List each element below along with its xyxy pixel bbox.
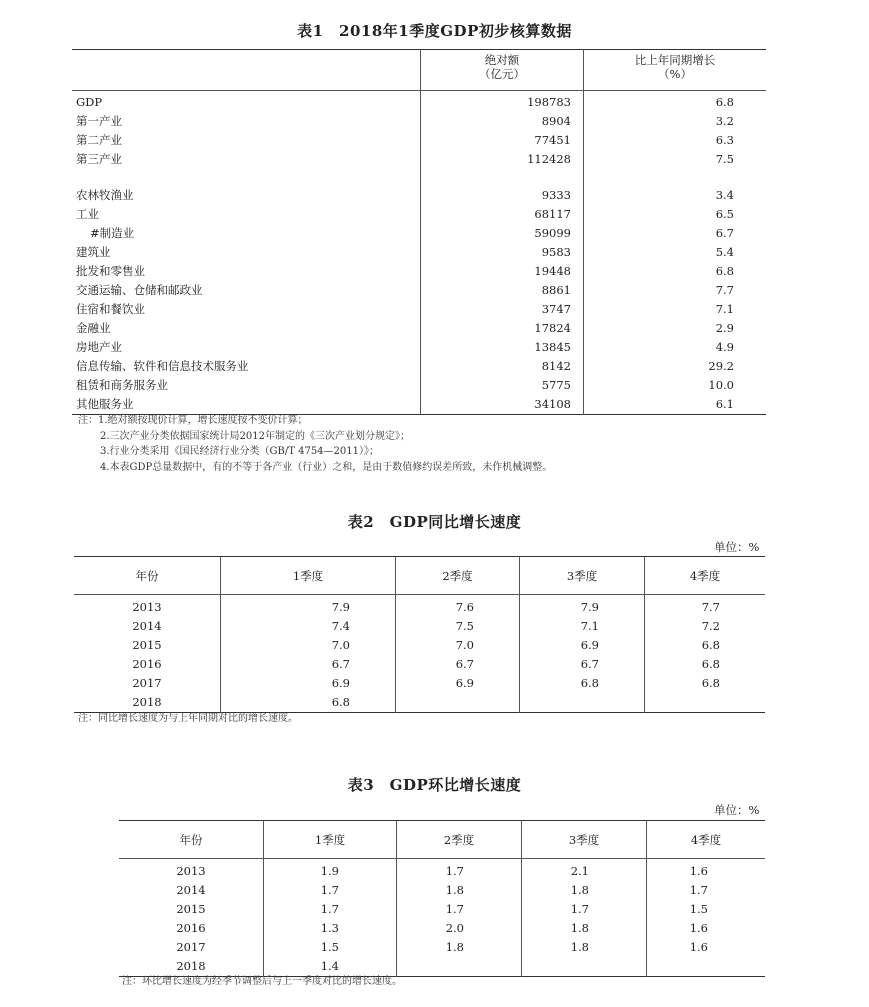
row-q4: 1.6	[647, 938, 766, 957]
row-q3: 7.9	[520, 595, 645, 618]
note-line: 注：1.绝对额按现价计算，增长速度按不变价计算；	[78, 415, 308, 426]
row-label: 金融业	[76, 321, 111, 335]
row-label: 其他服务业	[76, 397, 134, 411]
header-q4: 4季度	[647, 821, 766, 859]
row-q2	[397, 957, 522, 977]
row-q2: 7.6	[396, 595, 520, 618]
table-row	[74, 636, 765, 655]
row-q3: 6.7	[520, 655, 645, 674]
row-value: 8861	[421, 281, 584, 300]
row-q1: 1.5	[264, 938, 397, 957]
row-value: 34108	[421, 395, 584, 415]
row-label: 第二产业	[76, 133, 122, 147]
row-label: 信息传输、软件和信息技术服务业	[76, 359, 249, 373]
row-q1: 1.7	[264, 881, 397, 900]
table3-header-row	[119, 821, 765, 859]
row-q4	[647, 957, 766, 977]
row-value: 19448	[421, 262, 584, 281]
row-q4: 6.8	[645, 636, 766, 655]
header-label: 比上年同期增长	[634, 53, 716, 67]
row-value: 77451	[421, 131, 584, 150]
row-growth: 6.3	[584, 131, 767, 150]
row-year: 2016	[132, 657, 162, 671]
table3-title: 表3 GDP环比增长速度	[347, 776, 522, 794]
table-row	[72, 281, 766, 300]
row-q2: 7.5	[396, 617, 520, 636]
row-q1: 1.7	[264, 900, 397, 919]
table3-unit: 单位：%	[714, 803, 760, 817]
table-row	[74, 595, 765, 618]
row-q1: 6.9	[221, 674, 396, 693]
table1-header-growth	[584, 50, 767, 91]
table3-qoq-growth	[119, 820, 765, 977]
row-q4: 7.7	[645, 595, 766, 618]
table2-note: 注：同比增长速度为与上年同期对比的增长速度。	[78, 713, 298, 724]
note-line: 3.行业分类采用《国民经济行业分类（GB/T 4754—2011）》；	[100, 446, 379, 457]
table2-yoy-growth	[74, 556, 765, 713]
table-row	[72, 395, 766, 415]
header-q4: 4季度	[645, 557, 766, 595]
row-q4: 1.5	[647, 900, 766, 919]
row-q3: 1.8	[522, 919, 647, 938]
row-growth: 10.0	[584, 376, 767, 395]
table1-header-absolute	[421, 50, 584, 91]
row-q4: 7.2	[645, 617, 766, 636]
row-label: 交通运输、仓储和邮政业	[76, 283, 203, 297]
row-q3: 6.9	[520, 636, 645, 655]
table-row	[119, 859, 765, 882]
row-q4: 6.8	[645, 655, 766, 674]
note-line: 4.本表GDP总量数据中，有的不等于各产业（行业）之和，是由于数值修约误差所致，未作机械调整。	[100, 461, 553, 473]
row-growth: 6.7	[584, 224, 767, 243]
row-growth: 2.9	[584, 319, 767, 338]
row-growth: 4.9	[584, 338, 767, 357]
table-row	[119, 938, 765, 957]
table-row	[72, 376, 766, 395]
row-q1: 1.9	[264, 859, 397, 882]
row-value: 198783	[421, 91, 584, 113]
row-label: 租赁和商务服务业	[76, 378, 168, 392]
row-label: 建筑业	[76, 245, 111, 259]
row-q1: 6.7	[221, 655, 396, 674]
row-value: 9333	[421, 186, 584, 205]
header-q3: 3季度	[522, 821, 647, 859]
row-q4	[645, 693, 766, 713]
row-q1: 1.3	[264, 919, 397, 938]
row-growth: 3.4	[584, 186, 767, 205]
row-q2: 1.7	[397, 900, 522, 919]
row-label: 房地产业	[76, 340, 122, 354]
table-row	[74, 655, 765, 674]
row-q1: 7.9	[221, 595, 396, 618]
row-q4: 1.7	[647, 881, 766, 900]
row-q3: 1.8	[522, 938, 647, 957]
table-row	[72, 205, 766, 224]
row-q4: 1.6	[647, 859, 766, 882]
row-q3: 7.1	[520, 617, 645, 636]
row-value: 8904	[421, 112, 584, 131]
table-row	[74, 693, 765, 713]
header-year: 年份	[119, 821, 264, 859]
row-year: 2015	[132, 638, 162, 652]
row-value: 9583	[421, 243, 584, 262]
row-label: 工业	[76, 207, 99, 221]
table-row	[119, 881, 765, 900]
row-q3	[520, 693, 645, 713]
row-q3	[522, 957, 647, 977]
table2-unit: 单位：%	[714, 540, 760, 554]
row-label: #制造业	[90, 226, 135, 240]
table-row	[72, 300, 766, 319]
row-year: 2015	[176, 902, 206, 916]
table-row	[119, 900, 765, 919]
row-q2: 6.7	[396, 655, 520, 674]
header-label: 绝对额	[484, 53, 520, 67]
row-value: 13845	[421, 338, 584, 357]
row-year: 2018	[132, 695, 162, 709]
row-label: 农林牧渔业	[76, 188, 134, 202]
row-q2: 1.8	[397, 881, 522, 900]
row-growth: 3.2	[584, 112, 767, 131]
row-value: 8142	[421, 357, 584, 376]
header-q1: 1季度	[221, 557, 396, 595]
row-label: GDP	[76, 95, 103, 109]
table-row	[74, 617, 765, 636]
table-row	[72, 319, 766, 338]
header-q3: 3季度	[520, 557, 645, 595]
row-label: 批发和零售业	[76, 264, 145, 278]
table-row	[119, 919, 765, 938]
row-value: 68117	[421, 205, 584, 224]
table-row	[72, 112, 766, 131]
row-q3: 6.8	[520, 674, 645, 693]
row-value: 59099	[421, 224, 584, 243]
row-growth: 5.4	[584, 243, 767, 262]
table1-header-blank	[72, 50, 421, 91]
row-q3: 1.7	[522, 900, 647, 919]
row-q1: 7.4	[221, 617, 396, 636]
row-growth: 7.7	[584, 281, 767, 300]
row-q1: 6.8	[221, 693, 396, 713]
row-q4: 6.8	[645, 674, 766, 693]
table1-header-row	[72, 50, 766, 91]
table-row	[72, 262, 766, 281]
table2-header-row	[74, 557, 765, 595]
row-year: 2013	[132, 600, 162, 614]
table-spacer-row	[72, 169, 766, 186]
table1-title: 表1 2018年1季度GDP初步核算数据	[297, 22, 572, 40]
row-growth: 6.8	[584, 91, 767, 113]
table-row	[72, 150, 766, 169]
header-unit: （亿元）	[479, 67, 525, 81]
row-q2: 6.9	[396, 674, 520, 693]
row-q2: 1.8	[397, 938, 522, 957]
row-q3: 2.1	[522, 859, 647, 882]
header-q2: 2季度	[396, 557, 520, 595]
row-value: 112428	[421, 150, 584, 169]
header-unit: （%）	[658, 67, 692, 81]
table3-note: 注：环比增长速度为经季节调整后与上一季度对比的增长速度。	[122, 976, 402, 987]
table-row	[72, 338, 766, 357]
header-q2: 2季度	[397, 821, 522, 859]
row-year: 2018	[176, 959, 206, 973]
row-growth: 29.2	[584, 357, 767, 376]
row-year: 2016	[176, 921, 206, 935]
row-year: 2017	[176, 940, 206, 954]
table-row	[72, 357, 766, 376]
row-q2	[396, 693, 520, 713]
row-growth: 6.8	[584, 262, 767, 281]
table-row	[72, 131, 766, 150]
header-q1: 1季度	[264, 821, 397, 859]
note-line: 2.三次产业分类依据国家统计局2012年制定的《三次产业划分规定》；	[100, 430, 410, 442]
row-label: 第三产业	[76, 152, 122, 166]
row-label: 第一产业	[76, 114, 122, 128]
row-q1: 7.0	[221, 636, 396, 655]
row-q2: 1.7	[397, 859, 522, 882]
row-value: 17824	[421, 319, 584, 338]
table-row	[74, 674, 765, 693]
row-growth: 7.1	[584, 300, 767, 319]
row-year: 2014	[176, 883, 206, 897]
row-year: 2013	[176, 864, 206, 878]
table-row	[72, 243, 766, 262]
table-row	[72, 224, 766, 243]
row-growth: 7.5	[584, 150, 767, 169]
header-year: 年份	[74, 557, 221, 595]
row-q1: 1.4	[264, 957, 397, 977]
row-year: 2017	[132, 676, 162, 690]
row-q2: 2.0	[397, 919, 522, 938]
table1-gdp-accounting	[72, 49, 766, 415]
table2-title: 表2 GDP同比增长速度	[347, 513, 522, 531]
row-value: 5775	[421, 376, 584, 395]
row-q4: 1.6	[647, 919, 766, 938]
row-growth: 6.1	[584, 395, 767, 415]
row-q2: 7.0	[396, 636, 520, 655]
row-value: 3747	[421, 300, 584, 319]
table-row	[72, 186, 766, 205]
table1-notes	[78, 413, 552, 475]
row-growth: 6.5	[584, 205, 767, 224]
table-row	[72, 91, 766, 113]
row-year: 2014	[132, 619, 162, 633]
row-label: 住宿和餐饮业	[76, 302, 145, 316]
row-q3: 1.8	[522, 881, 647, 900]
